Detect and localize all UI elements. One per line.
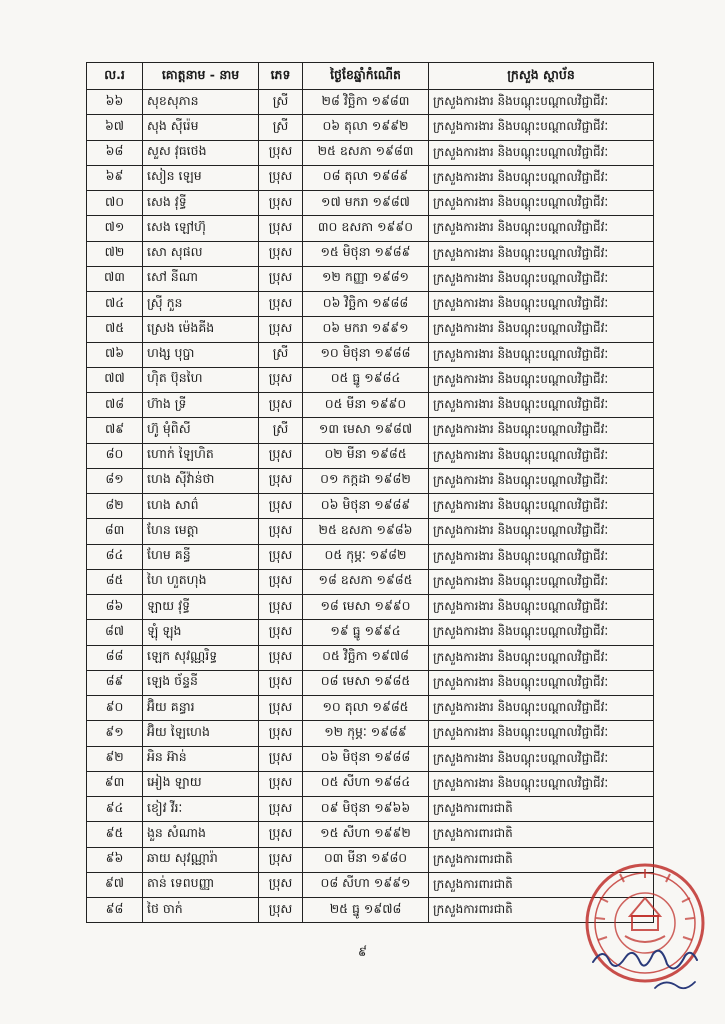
row-number-cell: ៦៧: [87, 115, 143, 140]
sex-cell: ប្រុស: [259, 822, 303, 847]
person-name-cell: ឡេក សុវណ្ណរិទ្ធ: [143, 645, 259, 670]
row-number-cell: ៨៥: [87, 569, 143, 594]
row-number-cell: ៨៣: [87, 519, 143, 544]
person-name-cell: ឡុំ ឡុង: [143, 620, 259, 645]
table-row: [87, 115, 654, 140]
institution-cell: ក្រសួងការងារ និងបណ្តុះបណ្តាលវិជ្ជាជីវៈ: [429, 393, 654, 418]
institution-cell: ក្រសួងការងារ និងបណ្តុះបណ្តាលវិជ្ជាជីវៈ: [429, 241, 654, 266]
table-row: [87, 696, 654, 721]
row-number-cell: ៧៣: [87, 266, 143, 291]
birth-date-cell: ០៦ តុលា ១៩៩២: [303, 115, 429, 140]
row-number-cell: ៨៦: [87, 595, 143, 620]
table-row: [87, 670, 654, 695]
institution-cell: ក្រសួងការងារ និងបណ្តុះបណ្តាលវិជ្ជាជីវៈ: [429, 115, 654, 140]
header-name: គោត្តនាម - នាម: [143, 63, 259, 90]
sex-cell: ប្រុស: [259, 847, 303, 872]
person-name-cell: សៅ នីណា: [143, 266, 259, 291]
institution-cell: ក្រសួងការងារ និងបណ្តុះបណ្តាលវិជ្ជាជីវៈ: [429, 544, 654, 569]
sex-cell: ប្រុស: [259, 292, 303, 317]
birth-date-cell: ០៩ មិថុនា ១៩៦៦: [303, 797, 429, 822]
person-name-cell: ងួន សំណាង: [143, 822, 259, 847]
row-number-cell: ៩៨: [87, 898, 143, 923]
sex-cell: ប្រុស: [259, 165, 303, 190]
sex-cell: ប្រុស: [259, 721, 303, 746]
table-row: [87, 822, 654, 847]
sex-cell: ប្រុស: [259, 595, 303, 620]
table-row: [87, 140, 654, 165]
sex-cell: ស្រី: [259, 418, 303, 443]
row-number-cell: ៦៦: [87, 90, 143, 115]
table-row: [87, 241, 654, 266]
table-body: [87, 90, 654, 923]
birth-date-cell: ១៨ មេសា ១៩៩០: [303, 595, 429, 620]
birth-date-cell: ០៥ វិច្ឆិកា ១៩៧៨: [303, 645, 429, 670]
institution-cell: ក្រសួងការពារជាតិ: [429, 847, 654, 872]
row-number-cell: ៧៨: [87, 393, 143, 418]
institution-cell: ក្រសួងការងារ និងបណ្តុះបណ្តាលវិជ្ជាជីវៈ: [429, 443, 654, 468]
table-row: [87, 418, 654, 443]
person-name-cell: ហេង សាព៌: [143, 494, 259, 519]
table-row: [87, 721, 654, 746]
institution-cell: ក្រសួងការងារ និងបណ្តុះបណ្តាលវិជ្ជាជីវៈ: [429, 746, 654, 771]
person-name-cell: ហ៊ូ មុំពិសី: [143, 418, 259, 443]
birth-date-cell: ២៥ ឧសភា ១៩៨៦: [303, 519, 429, 544]
person-name-cell: ឆាយ សុវណ្ណារ៉ា: [143, 847, 259, 872]
table-row: [87, 367, 654, 392]
institution-cell: ក្រសួងការងារ និងបណ្តុះបណ្តាលវិជ្ជាជីវៈ: [429, 771, 654, 796]
row-number-cell: ៧៧: [87, 367, 143, 392]
table-row: [87, 90, 654, 115]
table-row: [87, 494, 654, 519]
handwritten-signature: [585, 942, 705, 1002]
institution-cell: ក្រសួងការងារ និងបណ្តុះបណ្តាលវិជ្ជាជីវៈ: [429, 191, 654, 216]
row-number-cell: ៨៧: [87, 620, 143, 645]
table-row: [87, 595, 654, 620]
birth-date-cell: ១៩ ធ្នូ ១៩៩៤: [303, 620, 429, 645]
birth-date-cell: ០៥ មីនា ១៩៩០: [303, 393, 429, 418]
birth-date-cell: ០៥ កុម្ភៈ ១៩៨២: [303, 544, 429, 569]
institution-cell: ក្រសួងការងារ និងបណ្តុះបណ្តាលវិជ្ជាជីវៈ: [429, 90, 654, 115]
page-number: ៩: [357, 945, 368, 960]
person-name-cell: សេង ឡៅហ៊ុ: [143, 216, 259, 241]
sex-cell: ប្រុស: [259, 771, 303, 796]
person-name-cell: អិន អ៊ាន់: [143, 746, 259, 771]
row-number-cell: ៨២: [87, 494, 143, 519]
person-name-cell: អ៊ិយ គន្ធារ: [143, 696, 259, 721]
table-row: [87, 645, 654, 670]
table-row: [87, 317, 654, 342]
institution-cell: ក្រសួងការងារ និងបណ្តុះបណ្តាលវិជ្ជាជីវៈ: [429, 266, 654, 291]
row-number-cell: ៦៨: [87, 140, 143, 165]
person-name-cell: ហង្ស បុប្ផា: [143, 342, 259, 367]
birth-date-cell: ៣០ ឧសភា ១៩៩០: [303, 216, 429, 241]
sex-cell: ប្រុស: [259, 898, 303, 923]
sex-cell: ស្រី: [259, 115, 303, 140]
row-number-cell: ៧៤: [87, 292, 143, 317]
birth-date-cell: ០៦ មិថុនា ១៩៨៩: [303, 494, 429, 519]
row-number-cell: ៩៥: [87, 822, 143, 847]
person-name-cell: ហេង ស៊ីវ៉ាន់ថា: [143, 468, 259, 493]
birth-date-cell: ០២ មីនា ១៩៨៥: [303, 443, 429, 468]
institution-cell: ក្រសួងការងារ និងបណ្តុះបណ្តាលវិជ្ជាជីវៈ: [429, 620, 654, 645]
sex-cell: ប្រុស: [259, 443, 303, 468]
birth-date-cell: ០៦ មករា ១៩៩១: [303, 317, 429, 342]
row-number-cell: ៩៧: [87, 872, 143, 897]
person-name-cell: ឡាយ វុទ្ធី: [143, 595, 259, 620]
sex-cell: ប្រុស: [259, 266, 303, 291]
row-number-cell: ៧៩: [87, 418, 143, 443]
sex-cell: ប្រុស: [259, 367, 303, 392]
institution-cell: ក្រសួងការពារជាតិ: [429, 898, 654, 923]
institution-cell: ក្រសួងការងារ និងបណ្តុះបណ្តាលវិជ្ជាជីវៈ: [429, 165, 654, 190]
table-row: [87, 797, 654, 822]
table-row: [87, 519, 654, 544]
birth-date-cell: ២៥ ធ្នូ ១៩៧៨: [303, 898, 429, 923]
person-name-cell: ហោក់ ឡៃហិត: [143, 443, 259, 468]
row-number-cell: ៩១: [87, 721, 143, 746]
table-row: [87, 544, 654, 569]
birth-date-cell: ១៧ មករា ១៩៨៧: [303, 191, 429, 216]
row-number-cell: ៨១: [87, 468, 143, 493]
header-birthdate: ថ្ងៃខែឆ្នាំកំណើត: [303, 63, 429, 90]
table-row: [87, 569, 654, 594]
row-number-cell: ៧១: [87, 216, 143, 241]
row-number-cell: ៨៩: [87, 670, 143, 695]
sex-cell: ប្រុស: [259, 393, 303, 418]
person-name-cell: ថៃ ចាក់: [143, 898, 259, 923]
table-row: [87, 165, 654, 190]
table-row: [87, 872, 654, 897]
sex-cell: ប្រុស: [259, 645, 303, 670]
birth-date-cell: ១៥ មិថុនា ១៩៨៩: [303, 241, 429, 266]
sex-cell: ប្រុស: [259, 241, 303, 266]
row-number-cell: ៩៣: [87, 771, 143, 796]
table-row: [87, 468, 654, 493]
sex-cell: ប្រុស: [259, 569, 303, 594]
person-name-cell: សៀន ឡេម: [143, 165, 259, 190]
row-number-cell: ៦៩: [87, 165, 143, 190]
sex-cell: ប្រុស: [259, 519, 303, 544]
person-name-cell: សោ សុផល: [143, 241, 259, 266]
person-name-cell: ឡេង ច័ន្ទនី: [143, 670, 259, 695]
table-row: [87, 191, 654, 216]
institution-cell: ក្រសួងការងារ និងបណ្តុះបណ្តាលវិជ្ជាជីវៈ: [429, 519, 654, 544]
header-institution: ក្រសួង ស្ថាប័ន: [429, 63, 654, 90]
institution-cell: ក្រសួងការពារជាតិ: [429, 797, 654, 822]
person-name-cell: សុង ស៊ីរ៉េម: [143, 115, 259, 140]
birth-date-cell: ២៥ ឧសភា ១៩៨៣: [303, 140, 429, 165]
table-row: [87, 216, 654, 241]
row-number-cell: ៨០: [87, 443, 143, 468]
table-row: [87, 443, 654, 468]
person-name-cell: តាន់ ទេពបញ្ញា: [143, 872, 259, 897]
birth-date-cell: ១៣ មេសា ១៩៨៧: [303, 418, 429, 443]
institution-cell: ក្រសួងការងារ និងបណ្តុះបណ្តាលវិជ្ជាជីវៈ: [429, 367, 654, 392]
sex-cell: ប្រុស: [259, 872, 303, 897]
sex-cell: ប្រុស: [259, 468, 303, 493]
institution-cell: ក្រសួងការងារ និងបណ្តុះបណ្តាលវិជ្ជាជីវៈ: [429, 468, 654, 493]
birth-date-cell: ០៥ សីហា ១៩៨៤: [303, 771, 429, 796]
institution-cell: ក្រសួងការងារ និងបណ្តុះបណ្តាលវិជ្ជាជីវៈ: [429, 645, 654, 670]
sex-cell: ប្រុស: [259, 696, 303, 721]
institution-cell: ក្រសួងការងារ និងបណ្តុះបណ្តាលវិជ្ជាជីវៈ: [429, 721, 654, 746]
row-number-cell: ៩២: [87, 746, 143, 771]
sex-cell: ប្រុស: [259, 544, 303, 569]
institution-cell: ក្រសួងការងារ និងបណ្តុះបណ្តាលវិជ្ជាជីវៈ: [429, 494, 654, 519]
institution-cell: ក្រសួងការងារ និងបណ្តុះបណ្តាលវិជ្ជាជីវៈ: [429, 216, 654, 241]
table-header-row: [87, 63, 654, 90]
row-number-cell: ៧០: [87, 191, 143, 216]
institution-cell: ក្រសួងការងារ និងបណ្តុះបណ្តាលវិជ្ជាជីវៈ: [429, 292, 654, 317]
person-name-cell: សេង វុទ្ធី: [143, 191, 259, 216]
header-number: ល.រ: [87, 63, 143, 90]
birth-date-cell: ១៥ សីហា ១៩៩២: [303, 822, 429, 847]
sex-cell: ប្រុស: [259, 191, 303, 216]
birth-date-cell: ០៥ ធ្នូ ១៩៨៤: [303, 367, 429, 392]
birth-date-cell: ០៨ តុលា ១៩៨៩: [303, 165, 429, 190]
person-name-cell: ហ៊ិត ប៊ុនហៃ: [143, 367, 259, 392]
person-name-cell: សួស វុធថេង: [143, 140, 259, 165]
birth-date-cell: ១០ មិថុនា ១៩៨៨: [303, 342, 429, 367]
birth-date-cell: ១៨ ឧសភា ១៩៨៥: [303, 569, 429, 594]
person-name-cell: អ៊ិយ ឡៃហេង: [143, 721, 259, 746]
person-name-cell: ហៃ ហួតហុង: [143, 569, 259, 594]
table-row: [87, 746, 654, 771]
sex-cell: ស្រី: [259, 342, 303, 367]
institution-cell: ក្រសួងការពារជាតិ: [429, 872, 654, 897]
birth-date-cell: ០៨ សីហា ១៩៩១: [303, 872, 429, 897]
person-name-cell: សុខសុភាន: [143, 90, 259, 115]
table-row: [87, 620, 654, 645]
personnel-table: [86, 62, 654, 923]
table-row: [87, 847, 654, 872]
row-number-cell: ៩៤: [87, 797, 143, 822]
sex-cell: ប្រុស: [259, 140, 303, 165]
sex-cell: ប្រុស: [259, 216, 303, 241]
row-number-cell: ៧២: [87, 241, 143, 266]
birth-date-cell: ២៨ វិច្ឆិកា ១៩៨៣: [303, 90, 429, 115]
row-number-cell: ៩៦: [87, 847, 143, 872]
birth-date-cell: ០៨ មេសា ១៩៨៥: [303, 670, 429, 695]
person-name-cell: ស្រ៊ី កួន: [143, 292, 259, 317]
table-row: [87, 393, 654, 418]
institution-cell: ក្រសួងការងារ និងបណ្តុះបណ្តាលវិជ្ជាជីវៈ: [429, 418, 654, 443]
person-name-cell: ហែន មេត្តា: [143, 519, 259, 544]
row-number-cell: ៨៨: [87, 645, 143, 670]
birth-date-cell: ០១ កក្កដា ១៩៨២: [303, 468, 429, 493]
birth-date-cell: ១២ កញ្ញា ១៩៨១: [303, 266, 429, 291]
table-row: [87, 266, 654, 291]
row-number-cell: ៩០: [87, 696, 143, 721]
sex-cell: ប្រុស: [259, 670, 303, 695]
institution-cell: ក្រសួងការពារជាតិ: [429, 822, 654, 847]
institution-cell: ក្រសួងការងារ និងបណ្តុះបណ្តាលវិជ្ជាជីវៈ: [429, 140, 654, 165]
row-number-cell: ៨៤: [87, 544, 143, 569]
person-name-cell: ហែម គន្ធី: [143, 544, 259, 569]
institution-cell: ក្រសួងការងារ និងបណ្តុះបណ្តាលវិជ្ជាជីវៈ: [429, 670, 654, 695]
sex-cell: ប្រុស: [259, 317, 303, 342]
institution-cell: ក្រសួងការងារ និងបណ្តុះបណ្តាលវិជ្ជាជីវៈ: [429, 342, 654, 367]
sex-cell: ប្រុស: [259, 746, 303, 771]
table-row: [87, 292, 654, 317]
institution-cell: ក្រសួងការងារ និងបណ្តុះបណ្តាលវិជ្ជាជីវៈ: [429, 317, 654, 342]
person-name-cell: ខៀវ វីរៈ: [143, 797, 259, 822]
person-name-cell: អៀង ឡាយ: [143, 771, 259, 796]
table-row: [87, 342, 654, 367]
birth-date-cell: ១២ កុម្ភៈ ១៩៨៩: [303, 721, 429, 746]
row-number-cell: ៧៦: [87, 342, 143, 367]
row-number-cell: ៧៥: [87, 317, 143, 342]
table-row: [87, 898, 654, 923]
birth-date-cell: ០៣ មីនា ១៩៨០: [303, 847, 429, 872]
birth-date-cell: ០៦ វិច្ឆិកា ១៩៨៨: [303, 292, 429, 317]
sex-cell: ប្រុស: [259, 620, 303, 645]
birth-date-cell: ០៦ មិថុនា ១៩៨៨: [303, 746, 429, 771]
sex-cell: ស្រី: [259, 90, 303, 115]
header-sex: ភេទ: [259, 63, 303, 90]
birth-date-cell: ១០ តុលា ១៩៨៥: [303, 696, 429, 721]
person-name-cell: ហ៊ាង ទ្រី: [143, 393, 259, 418]
person-name-cell: ស្រេង ម៉េងគីង: [143, 317, 259, 342]
sex-cell: ប្រុស: [259, 797, 303, 822]
institution-cell: ក្រសួងការងារ និងបណ្តុះបណ្តាលវិជ្ជាជីវៈ: [429, 595, 654, 620]
table-row: [87, 771, 654, 796]
institution-cell: ក្រសួងការងារ និងបណ្តុះបណ្តាលវិជ្ជាជីវៈ: [429, 696, 654, 721]
sex-cell: ប្រុស: [259, 494, 303, 519]
institution-cell: ក្រសួងការងារ និងបណ្តុះបណ្តាលវិជ្ជាជីវៈ: [429, 569, 654, 594]
